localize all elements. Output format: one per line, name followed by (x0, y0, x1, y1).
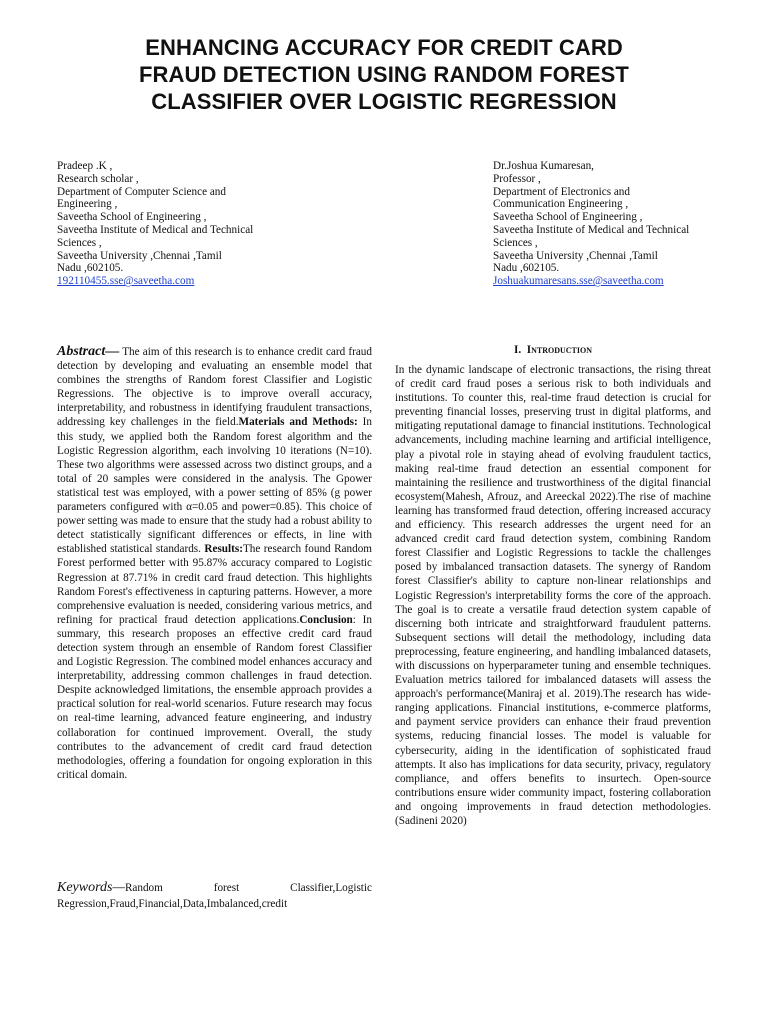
abstract-intro: The aim of this research is to enhance credit card fraud detection by developing and evaluating an ensemble model that combines the strengths of Random forest Classifier and Logistic Regressions. The objective is to improve overall accuracy, interpretability, and robustness in identifying fraudulent transactions, addressing key challenges in the field. (57, 346, 372, 429)
introduction-section (395, 343, 711, 828)
author-name: Dr.Joshua Kumaresan, (493, 160, 594, 172)
author-institute: Saveetha Institute of Medical and Technical (57, 223, 254, 236)
author-institute-cont: Sciences , (57, 236, 102, 249)
author-school: Saveetha School of Engineering , (493, 211, 643, 224)
keywords-heading: Keywords— (57, 880, 125, 895)
keywords-text: Random forest Classifier,Logistic Regression,Fraud,Financial,Data,Imbalanced,credit (57, 882, 372, 910)
keywords-section (57, 880, 372, 912)
author-role: Professor , (493, 172, 541, 185)
abstract-section (57, 345, 372, 782)
author-university: Saveetha University ,Chennai ,Tamil (57, 249, 222, 262)
section-number: I. (514, 344, 522, 356)
author-department-cont: Communication Engineering , (493, 198, 629, 211)
introduction-body: In the dynamic landscape of electronic transactions, the rising threat of credit card fraud poses a serious risk to both individuals and institutions. To counter this, real-time fraud detection is crucial for preventing financial losses, preserving trust in digital platforms, and mitigating reputational damage to financial institutions. Technological advancements, including machine learning and artificial intelligence, play a pivotal role in staying ahead of evolving fraudulent tactics, making real-time fraud detection an essential component for maintaining the resilience and trustworthiness of the digital financial ecosystem(Mahesh, Afrouz, and Areeckal 2022).The rise of machine learning has transformed fraud detection, offering increased accuracy and efficiency. This research addresses the urgent need for an advanced credit card fraud detection system, combining Random forest Classifier and Logistic Regressions to tackle the challenges posed by imbalanced transaction datasets. The synergy of Random forest Classifier's ability to capture non-linear relationships and Logistic Regression's interpretability forms the core of the approach. The goal is to create a versatile fraud detection system capable of discerning both intricate and straightforward fraudulent patterns. Subsequent sections will detail the methodology, including data preprocessing, feature engineering, and handling imbalanced datasets, with discussions on hyperparameter tuning and ensemble techniques. Evaluation metrics tailored for imbalanced datasets will assess the approach's performance(Maniraj et al. 2019).The research has wide-ranging applications. Financial institutions, e-commerce platforms, and payment service providers can enhance their fraud prevention systems, reducing financial losses. The model is valuable for cybersecurity, aiding in the identification of sophisticated fraud attempts. It also has implications for data security, privacy, regulatory compliance, and offers benefits to insurtech. Open-source contributions ensure wider community impact, fostering collaboration and ongoing improvements in fraud detection methodologies.(Sadineni 2020) (395, 364, 711, 827)
conclusion-label: Conclusion (299, 613, 353, 626)
author-institute-cont: Sciences , (493, 236, 538, 249)
author-university-cont: Nadu ,602105. (57, 262, 124, 275)
author-department: Department of Electronics and (493, 185, 630, 198)
author-block-right (493, 160, 710, 288)
author-institute: Saveetha Institute of Medical and Technical (493, 223, 690, 236)
author-university-cont: Nadu ,602105. (493, 262, 560, 275)
results-text: The research found Random Forest performed better with 95.87% accuracy compared to Logistic Regression at 87.71% in credit card fraud detection. This highlights Random Forest's effectiveness in capturing patterns. However, a more comprehensive evaluation is needed, considering various metrics, and refining for practical fraud detection applications. (57, 543, 373, 626)
paper-title (40, 34, 728, 115)
author-school: Saveetha School of Engineering , (57, 211, 207, 224)
author-name: Pradeep .K , (57, 160, 113, 172)
author-role: Research scholar , (57, 172, 139, 185)
title-line-2: FRAUD DETECTION USING RANDOM FOREST (139, 62, 629, 87)
conclusion-text: : In summary, this research proposes an effective credit card fraud detection system through an ensemble of Random forest Classifier and Logistic Regression. The combined model enhances accuracy and interpretability, addressing common challenges in fraud detection. Despite acknowledged limitations, the ensemble approach provides a practical solution for real-world scenarios. Future research may focus on real-time learning, advanced feature engineering, and industry collaboration for continued improvement. Overall, the study contributes to the advancement of credit card fraud detection methodologies, offering a foundation for ongoing exploration in this critical domain. (57, 613, 372, 781)
methods-label: Materials and Methods: (238, 416, 358, 429)
methods-text: In this study, we applied both the Random forest algorithm and the Logistic Regression algorithm, each involving 10 iterations (N=10). These two algorithms were assessed across two distinct groups, and a total of 20 samples were considered in the analysis. The Gpower statistical test was employed, with a power setting of 85% (g power parameters configured with α=0.05 and power=0.85). This choice of power setting was made to ensure that the study had a robust ability to detect statistically significant differences or effects, in line with established statistical standards. (57, 416, 372, 556)
author-university: Saveetha University ,Chennai ,Tamil (493, 249, 658, 262)
abstract-heading: Abstract— (57, 344, 120, 359)
title-line-1: ENHANCING ACCURACY FOR CREDIT CARD (145, 35, 623, 60)
author-department-cont: Engineering , (57, 198, 118, 211)
author-block-left (57, 160, 274, 288)
abstract-paragraph (57, 345, 372, 782)
author-department: Department of Computer Science and (57, 185, 226, 198)
section-title: Introduction (526, 344, 592, 356)
results-label: Results: (204, 543, 243, 556)
title-line-3: CLASSIFIER OVER LOGISTIC REGRESSION (151, 89, 617, 114)
author-email-link[interactable]: Joshuakumaresans.sse@saveetha.com (493, 275, 664, 288)
keywords-paragraph (57, 880, 372, 912)
author-email-link[interactable]: 192110455.sse@saveetha.com (57, 275, 195, 288)
section-heading (395, 343, 711, 357)
